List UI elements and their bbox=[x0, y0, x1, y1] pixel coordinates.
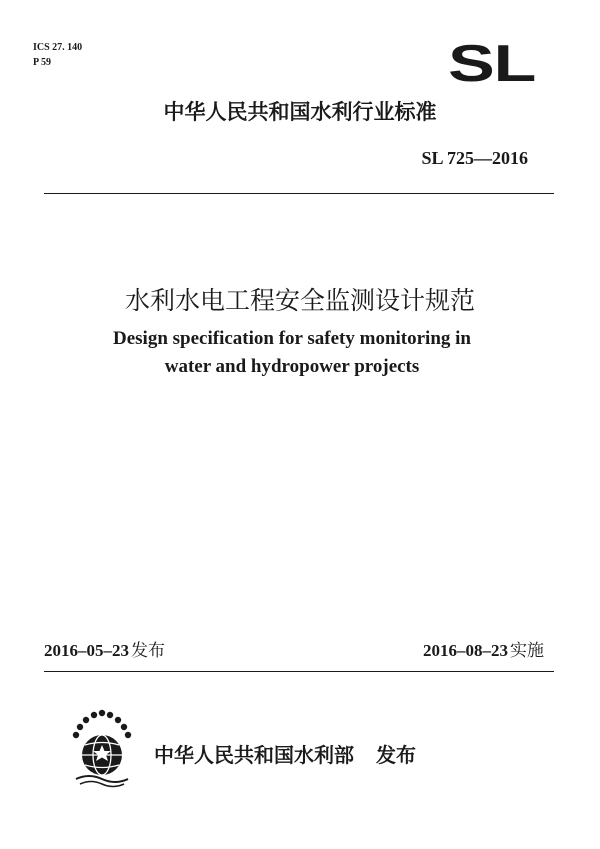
issue-date-value: 2016–05–23 bbox=[44, 641, 129, 660]
top-divider bbox=[44, 193, 554, 194]
publisher-verb: 发布 bbox=[376, 743, 416, 767]
issue-date-label: 发布 bbox=[131, 641, 165, 661]
classification-codes bbox=[33, 40, 82, 70]
ministry-seal-icon bbox=[60, 705, 144, 789]
ics-code: ICS 27. 140 bbox=[33, 42, 83, 53]
implement-date bbox=[423, 636, 544, 661]
ccs-code: P 59 bbox=[33, 57, 52, 68]
bottom-divider bbox=[44, 671, 554, 672]
publisher-name: 中华人民共和国水利部 bbox=[154, 743, 354, 767]
publisher bbox=[154, 739, 416, 768]
issue-date bbox=[44, 636, 165, 661]
title-english-line2: water and hydropower projects bbox=[164, 356, 420, 377]
implement-date-label: 实施 bbox=[510, 641, 544, 661]
title-english-line1: Design specification for safety monitoring in bbox=[113, 328, 471, 349]
implement-date-value: 2016–08–23 bbox=[423, 641, 508, 660]
issuing-authority-title: 中华人民共和国水利行业标准 bbox=[163, 100, 437, 124]
sl-logo: SL bbox=[448, 35, 536, 93]
title-chinese: 水利水电工程安全监测设计规范 bbox=[124, 286, 475, 315]
standard-number: SL 725—2016 bbox=[421, 148, 528, 168]
